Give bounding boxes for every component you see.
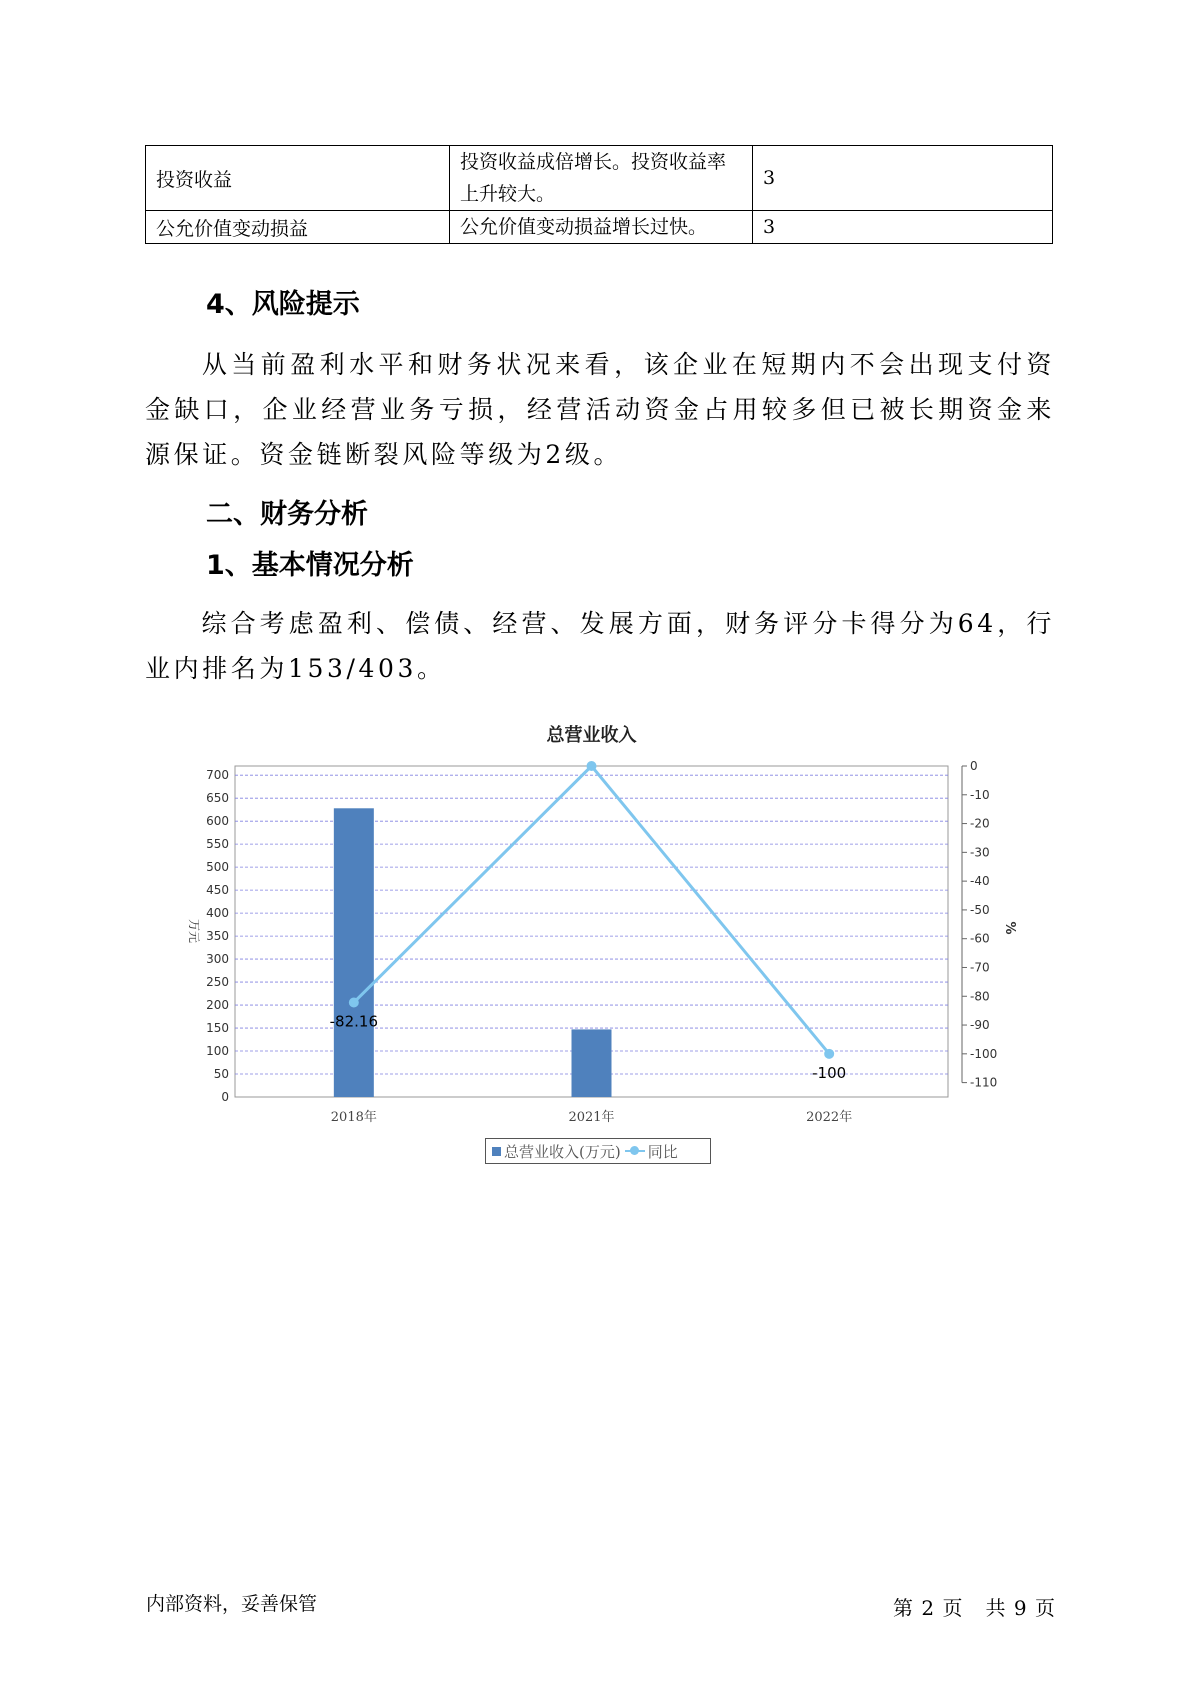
table-row (146, 211, 1053, 244)
y-left-tick-label: 700 (206, 768, 229, 783)
y-right-tick-label: -90 (970, 1018, 990, 1033)
y-right-tick-label: -40 (970, 874, 990, 889)
y-left-tick-label: 400 (206, 906, 229, 921)
line-point (824, 1049, 834, 1059)
line-series (354, 766, 829, 1054)
y-right-tick-label: -60 (970, 931, 990, 946)
y-left-tick-label: 150 (206, 1021, 229, 1036)
y-right-tick-label: -110 (970, 1075, 998, 1090)
chart-title: 总营业收入 (546, 725, 637, 746)
basic-text: 综合考虑盈利、偿债、经营、发展方面，财务评分卡得分为64，行业内排名为153/403。 (145, 609, 1055, 683)
data-label: -82.16 (329, 1012, 379, 1031)
legend-line-label: 同比 (647, 1142, 678, 1161)
finance-heading: 二、财务分析 (206, 499, 368, 530)
risk-heading: 4、风险提示 (206, 289, 360, 320)
risk-text: 从当前盈利水平和财务状况来看，该企业在短期内不会出现支付资金缺口，企业经营业务亏损，经营活动资金占用较多但已被长期资金来源保证。资金链断裂风险等级为2级。 (145, 350, 1055, 469)
table-cell-desc: 投资收益成倍增长。投资收益率上升较大。 (450, 146, 753, 211)
y-left-tick-label: 250 (206, 975, 229, 990)
basic-paragraph (145, 601, 1055, 691)
table-cell-score: 3 (753, 146, 1053, 211)
y-left-tick-label: 650 (206, 791, 229, 806)
y-left-tick-label: 550 (206, 837, 229, 852)
data-label: -100 (812, 1063, 847, 1082)
risk-paragraph (145, 342, 1055, 477)
y-left-tick-label: 350 (206, 929, 229, 944)
y-right-tick-label: -10 (970, 787, 990, 802)
y-right-tick-label: -30 (970, 845, 990, 860)
bar (572, 1029, 612, 1097)
y-right-tick-label: -80 (970, 989, 990, 1004)
y-left-tick-label: 200 (206, 998, 229, 1013)
legend-line-swatch (625, 1150, 645, 1152)
y-right-tick-label: -70 (970, 960, 990, 975)
y-right-tick-label: 0 (970, 759, 978, 773)
y-right-axis-label: % (1002, 921, 1017, 935)
revenue-chart (160, 710, 1040, 1135)
y-left-tick-label: 300 (206, 952, 229, 967)
legend-bar-label: 总营业收入(万元) (504, 1142, 621, 1161)
footer-confidential: 内部资料，妥善保管 (146, 1593, 318, 1615)
x-tick-label: 2022年 (806, 1110, 853, 1125)
bar (334, 808, 374, 1097)
line-point (349, 997, 359, 1007)
legend-bar-swatch (492, 1147, 501, 1156)
table-cell-desc: 公允价值变动损益增长过快。 (450, 211, 753, 244)
y-left-tick-label: 50 (213, 1067, 229, 1082)
basic-heading: 1、基本情况分析 (206, 550, 414, 581)
table-cell-score: 3 (753, 211, 1053, 244)
y-left-axis-label: 万元 (187, 918, 201, 944)
y-right-tick-label: -50 (970, 902, 990, 917)
y-right-tick-label: -100 (970, 1046, 998, 1061)
line-point (587, 761, 597, 771)
y-left-tick-label: 500 (206, 860, 229, 875)
x-tick-label: 2021年 (568, 1110, 615, 1125)
y-left-tick-label: 600 (206, 814, 229, 829)
y-right-tick-label: -20 (970, 816, 990, 831)
chart-legend (485, 1138, 711, 1164)
y-left-tick-label: 450 (206, 883, 229, 898)
table-cell-item: 投资收益 (146, 146, 450, 211)
table-cell-item: 公允价值变动损益 (146, 211, 450, 244)
y-left-tick-label: 100 (206, 1044, 229, 1059)
table-row (146, 146, 1053, 211)
footer-page-number: 第 2 页 共 9 页 (893, 1596, 1056, 1620)
indicator-table (145, 145, 1053, 244)
y-left-tick-label: 0 (221, 1090, 229, 1104)
x-tick-label: 2018年 (330, 1110, 377, 1125)
